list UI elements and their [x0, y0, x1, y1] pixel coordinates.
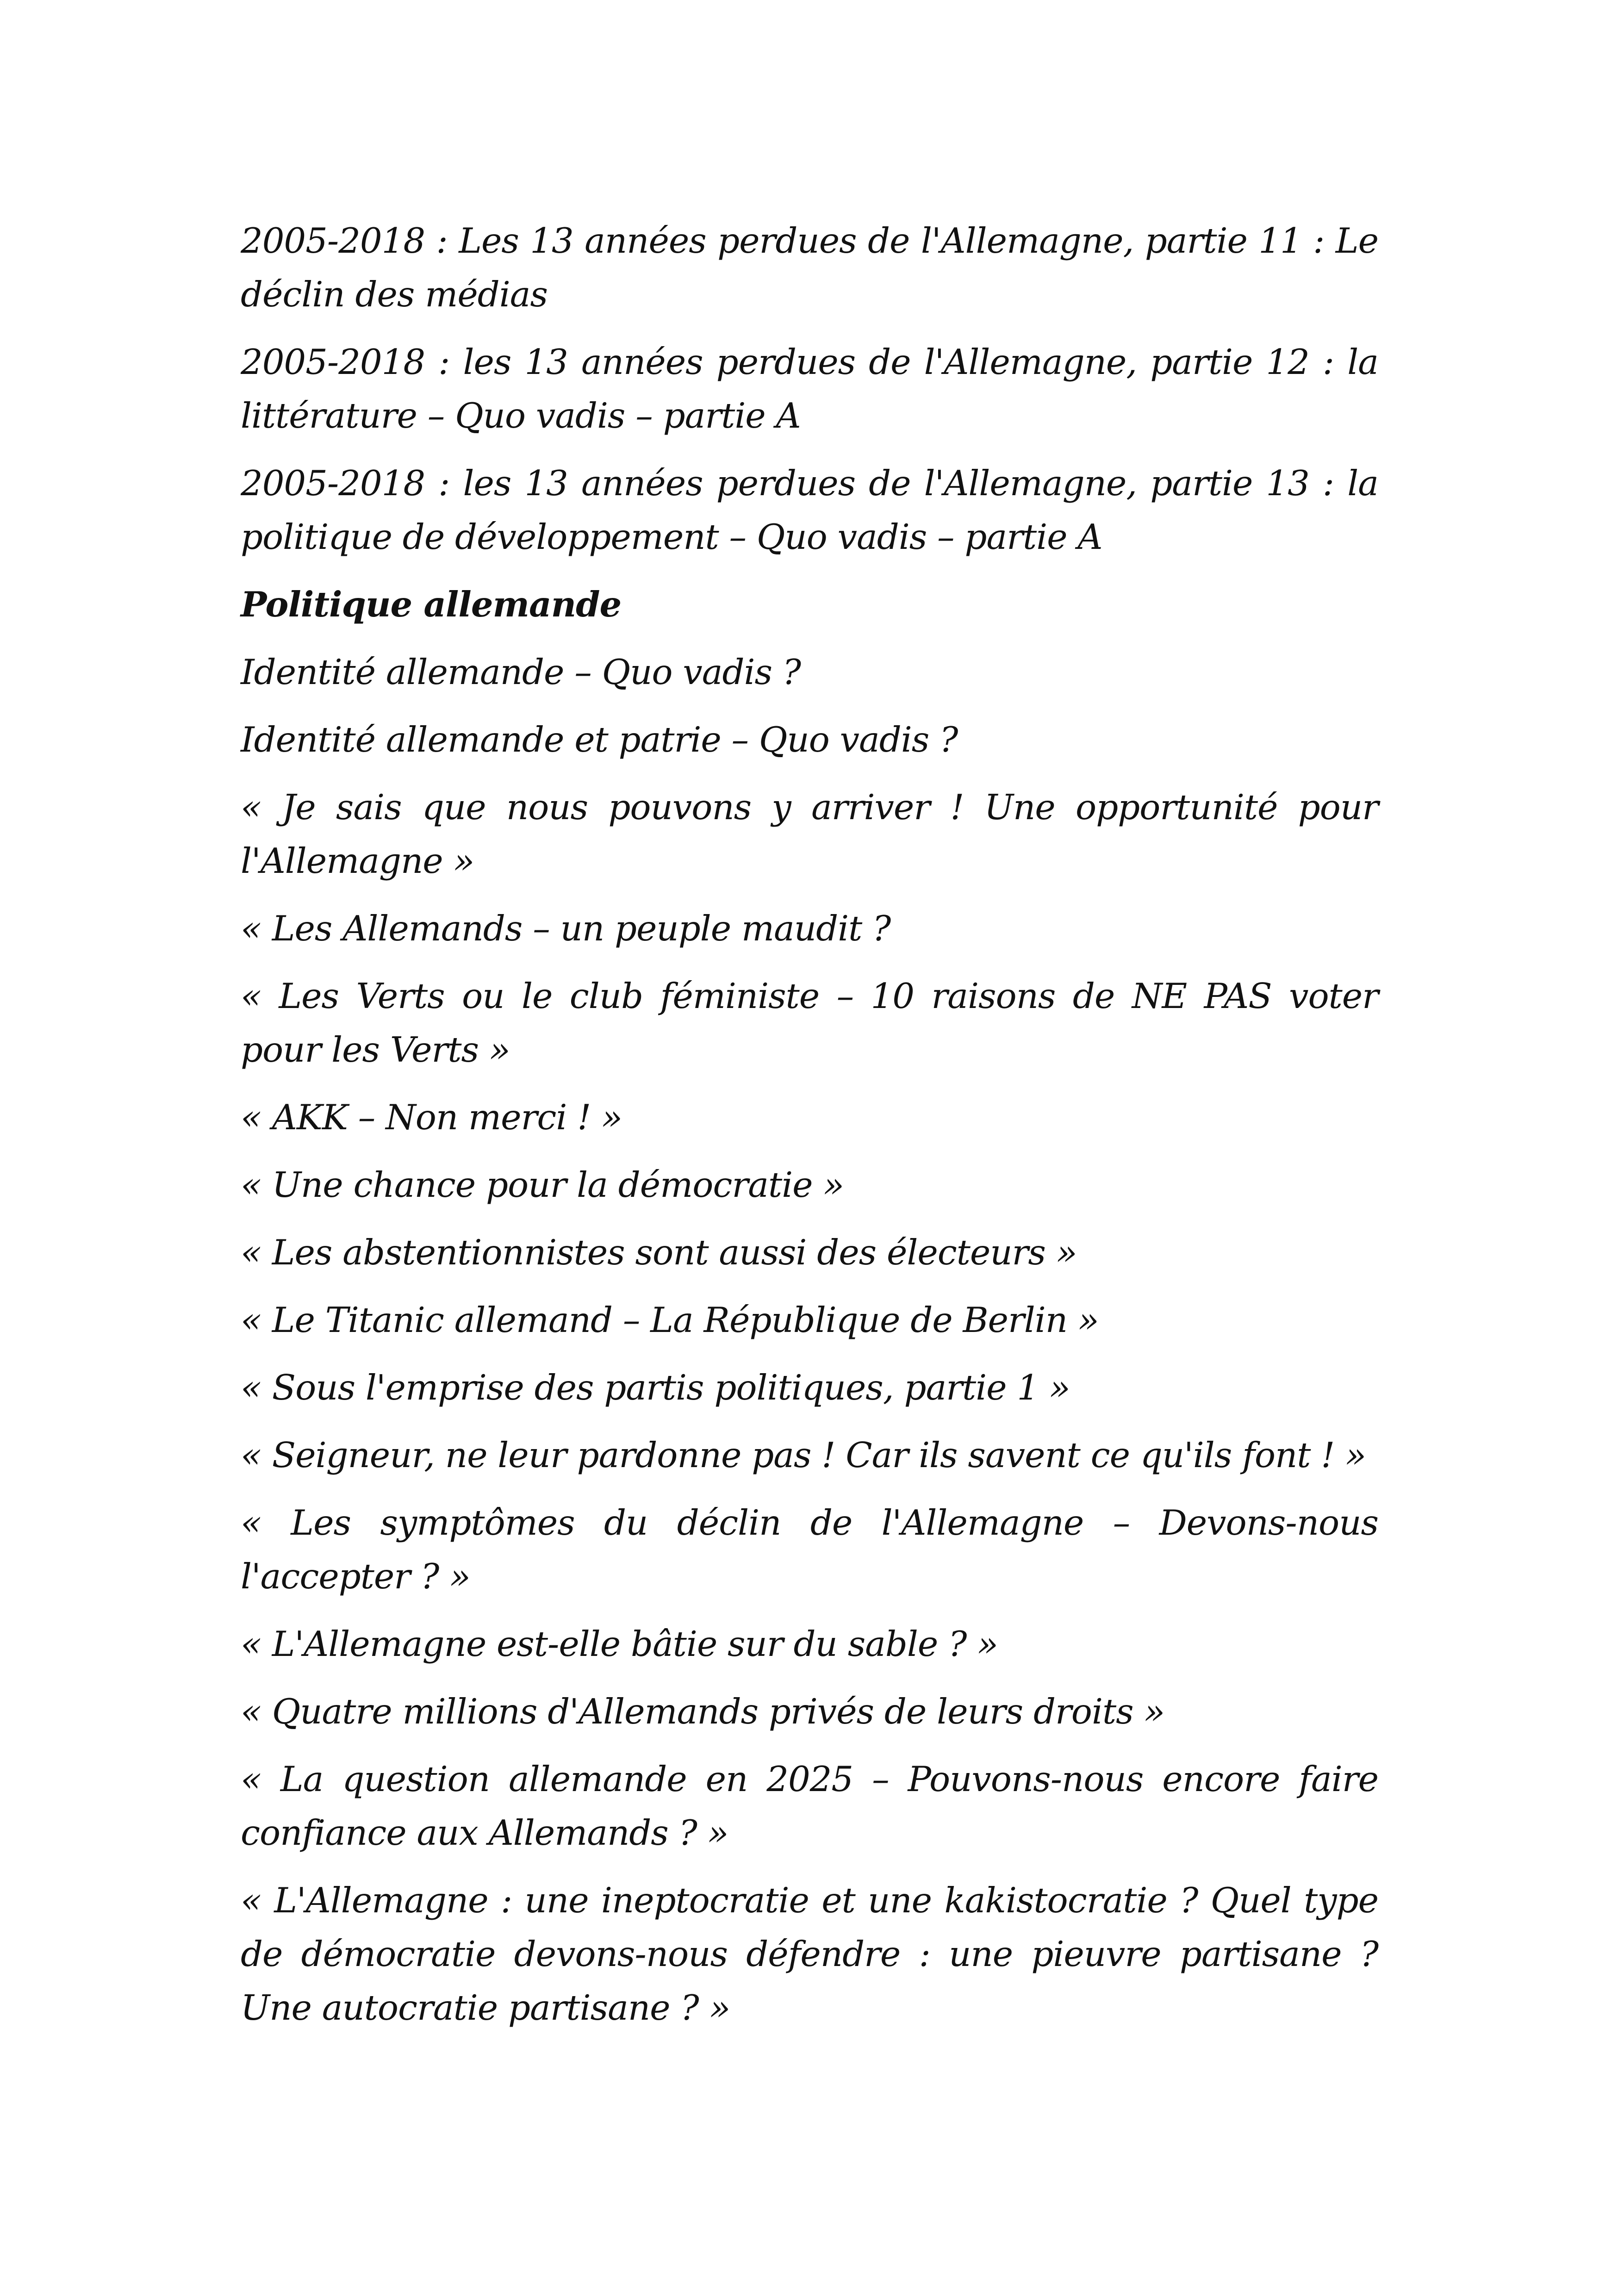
list-item: « L'Allemagne est-elle bâtie sur du sable ? » — [241, 1624, 998, 1664]
list-item: « Les symptômes du déclin de l'Allemagne – Devons-nous l'accepter ? » — [241, 1502, 1378, 1597]
list-item: « Les Verts ou le club féministe – 10 raisons de NE PAS voter pour les Verts » — [241, 976, 1378, 1070]
list-item: « Les abstentionnistes sont aussi des électeurs » — [241, 1232, 1077, 1273]
list-item: 2005-2018 : Les 13 années perdues de l'Allemagne, partie 11 : Le déclin des médias — [241, 220, 1378, 315]
list-item: 2005-2018 : les 13 années perdues de l'Allemagne, partie 13 : la politique de développement – Quo vadis – partie A — [241, 463, 1378, 557]
list-item: « Quatre millions d'Allemands privés de leurs droits » — [241, 1691, 1165, 1732]
list-item: « Je sais que nous pouvons y arriver ! Une opportunité pour l'Allemagne » — [241, 787, 1378, 881]
list-item: 2005-2018 : les 13 années perdues de l'Allemagne, partie 12 : la littérature – Quo vadis – partie A — [241, 342, 1378, 436]
list-item: « AKK – Non merci ! » — [241, 1097, 622, 1138]
list-item: « Une chance pour la démocratie » — [241, 1164, 844, 1205]
list-item: « Sous l'emprise des partis politiques, partie 1 » — [241, 1367, 1070, 1408]
list-item: Identité allemande et patrie – Quo vadis ? — [241, 719, 958, 760]
list-item: « Seigneur, ne leur pardonne pas ! Car ils savent ce qu'ils font ! » — [241, 1435, 1366, 1475]
list-item: « L'Allemagne : une ineptocratie et une kakistocratie ? Quel type de démocratie devons-nous défendre : une pieuvre partisane ? Une autocratie partisane ? » — [241, 1880, 1378, 2028]
list-item: « La question allemande en 2025 – Pouvons-nous encore faire confiance aux Allemands ? » — [241, 1759, 1378, 1853]
list-item: « Le Titanic allemand – La République de Berlin » — [241, 1300, 1099, 1340]
list-item: Identité allemande – Quo vadis ? — [241, 652, 801, 692]
document-body — [241, 214, 1378, 2048]
list-item: « Les Allemands – un peuple maudit ? — [241, 908, 891, 949]
section-heading: Politique allemande — [241, 584, 622, 625]
